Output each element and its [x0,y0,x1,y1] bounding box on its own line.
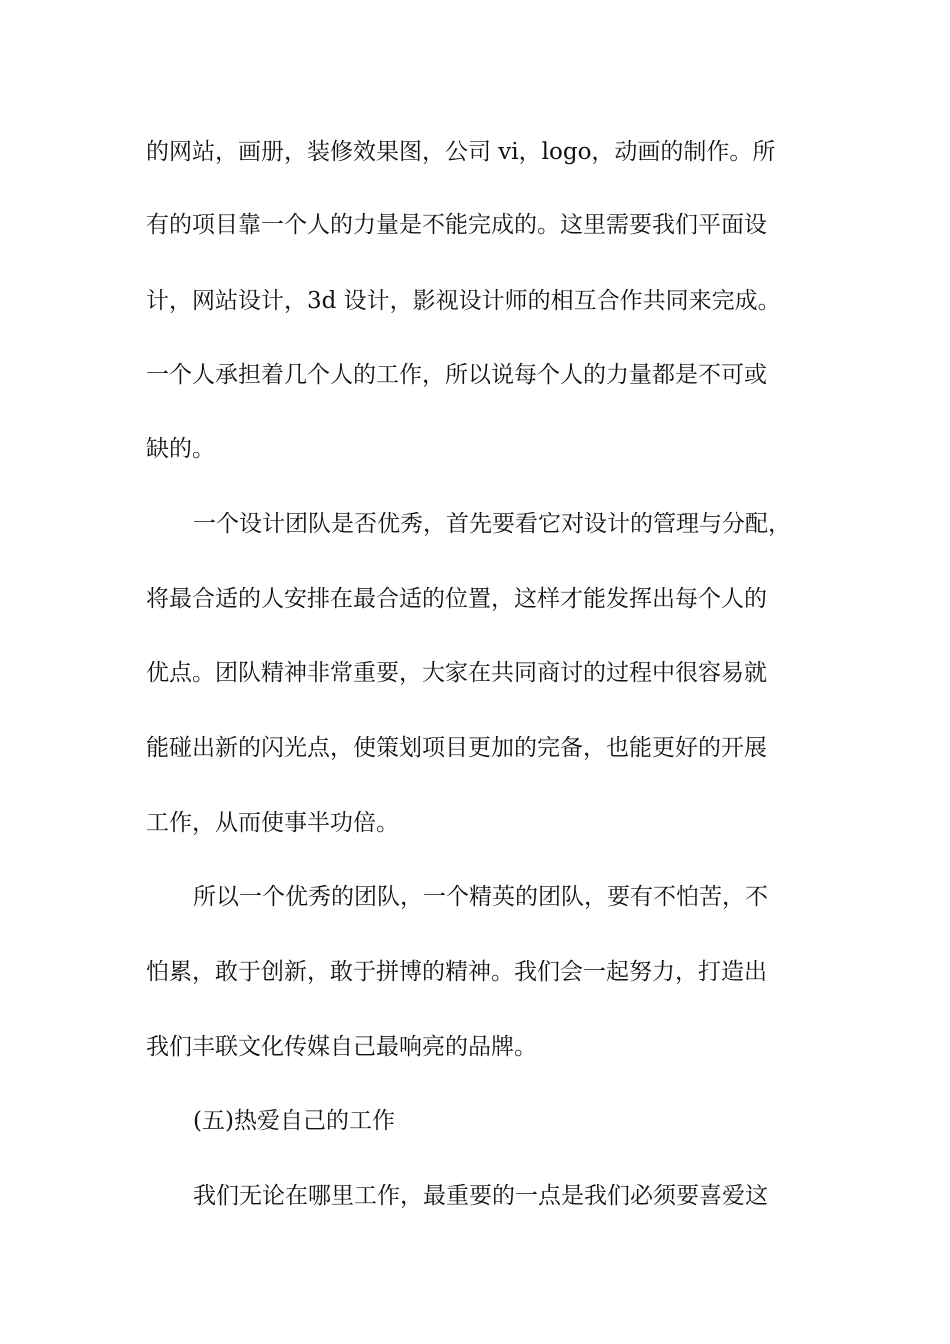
paragraph-start-line: 所以一个优秀的团队，一个精英的团队，要有不怕苦，不 [193,884,768,910]
paragraph-start-line: 我们无论在哪里工作，最重要的一点是我们必须要喜爱这 [193,1183,768,1209]
text-line: 优点。团队精神非常重要，大家在共同商讨的过程中很容易就 [146,660,767,686]
text-line: 能碰出新的闪光点，使策划项目更加的完备，也能更好的开展 [146,735,767,761]
section-heading: (五)热爱自己的工作 [193,1108,395,1134]
text-line: 的网站，画册，装修效果图，公司 vi，logo，动画的制作。所 [146,139,776,165]
text-line: 缺的。 [146,436,215,462]
paragraph-start-line: 一个设计团队是否优秀，首先要看它对设计的管理与分配， [193,511,791,537]
text-line: 我们丰联文化传媒自己最响亮的品牌。 [146,1034,537,1060]
text-line: 有的项目靠一个人的力量是不能完成的。这里需要我们平面设 [146,212,767,238]
text-line: 计，网站设计，3d 设计，影视设计师的相互合作共同来完成。 [146,288,781,314]
text-line: 一个人承担着几个人的工作，所以说每个人的力量都是不可或 [146,362,767,388]
text-line: 将最合适的人安排在最合适的位置，这样才能发挥出每个人的 [146,586,767,612]
text-line: 工作，从而使事半功倍。 [146,810,399,836]
text-line: 怕累，敢于创新，敢于拼博的精神。我们会一起努力，打造出 [146,959,767,985]
